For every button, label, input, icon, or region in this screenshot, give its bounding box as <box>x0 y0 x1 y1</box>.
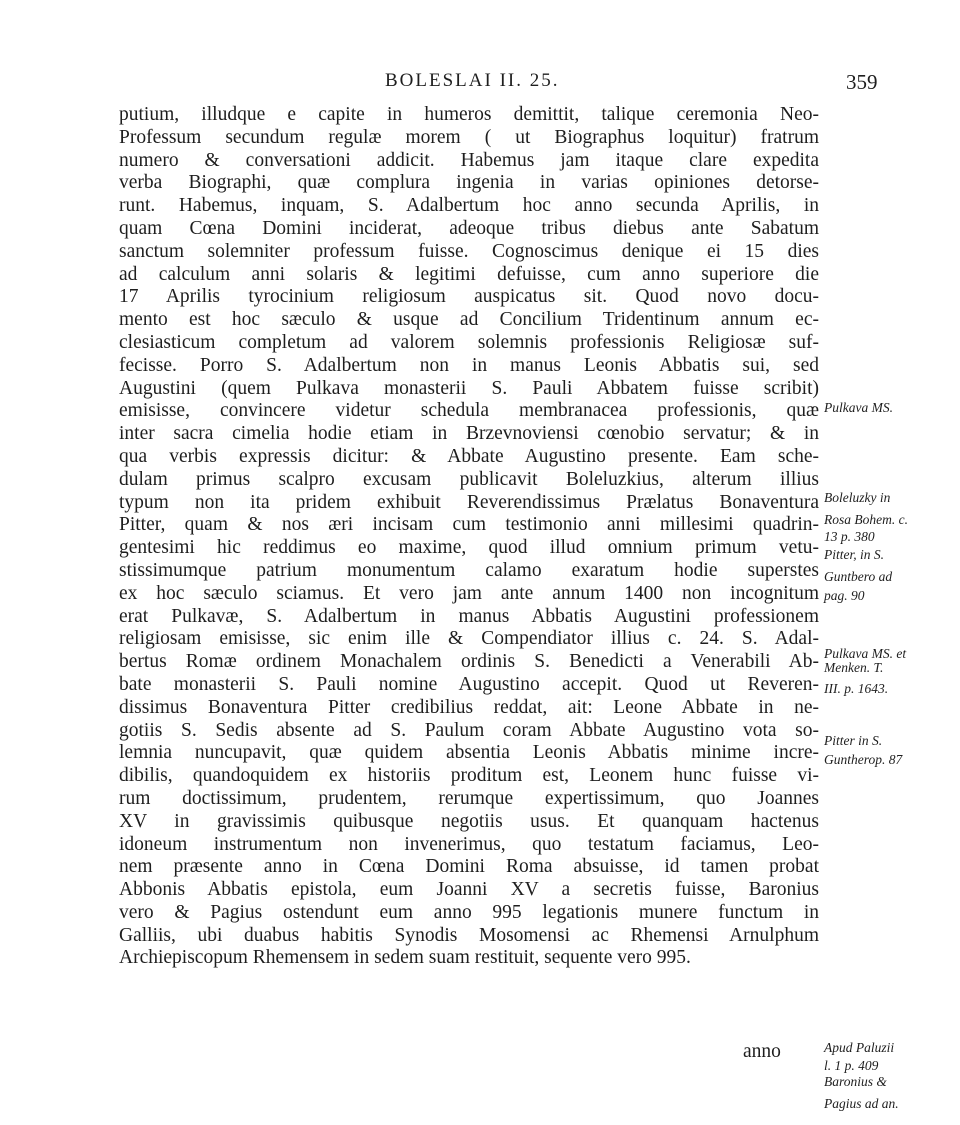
margin-note: Pulkava MS. et <box>824 646 907 661</box>
body-line: emisisse, convincere videtur schedula membranacea professionis, quæ <box>119 400 819 422</box>
page-number: 359 <box>846 70 878 94</box>
body-line: stissimumque patrium monumentum calamo exaratum hodie superstes <box>119 559 819 581</box>
margin-note: Pitter in S. <box>824 733 883 748</box>
body-line: religiosam emisisse, sic enim ille & Compendiator illius c. 24. S. Adal- <box>119 628 819 650</box>
body-line: sanctum solemniter professum fuisse. Cognoscimus denique ei 15 dies <box>119 240 819 262</box>
body-line: bertus Romæ ordinem Monachalem ordinis S. Benedicti a Venerabili Ab- <box>119 651 819 673</box>
margin-note: Apud Paluzii <box>824 1040 895 1055</box>
body-line: verba Biographi, quæ complura ingenia in varias opiniones detorse- <box>119 172 819 194</box>
body-line: erat Pulkavæ, S. Adalbertum in manus Abbatis Augustini professionem <box>119 605 819 627</box>
body-line: nem præsente anno in Cœna Domini Roma absuisse, id tamen probat <box>119 856 819 878</box>
margin-note: Guntbero ad <box>824 569 893 584</box>
margin-note: Boleluzky in <box>824 490 891 505</box>
margin-note: III. p. 1643. <box>824 681 889 696</box>
margin-note: Pitter, in S. <box>824 547 884 562</box>
margin-note: Menken. T. <box>824 660 884 675</box>
body-line: runt. Habemus, inquam, S. Adalbertum hoc anno secunda Aprilis, in <box>119 195 819 217</box>
margin-note: Pulkava MS. <box>824 400 893 415</box>
body-line: Professum secundum regulæ morem ( ut Biographus loquitur) fratrum <box>119 126 819 148</box>
body-line: dulam primus scalpro excusam publicavit Boleluzkius, alterum illius <box>119 468 819 490</box>
body-line: XV in gravissimis quibusque negotiis usus. Et quanquam hactenus <box>119 810 819 832</box>
page-header <box>0 70 960 100</box>
body-line: gentesimi hic reddimus eo maxime, quod illud omnium primum vetu- <box>119 537 819 559</box>
body-line: rum doctissimum, prudentem, rerumque expertissimum, quo Joannes <box>119 787 819 809</box>
body-line: ex hoc sæculo sciamus. Et vero jam ante annum 1400 non incognitum <box>119 582 819 604</box>
catchword: anno <box>743 1041 781 1062</box>
body-line: ad calculum anni solaris & legitimi defuisse, cum anno superiore die <box>119 263 819 285</box>
body-line: Galliis, ubi duabus habitis Synodis Mosomensi ac Rhemensi Arnulphum <box>119 924 819 946</box>
margin-note: l. 1 p. 409 <box>824 1058 879 1073</box>
body-line: lemnia nuncupavit, quæ quidem absentia Leonis Abbatis minime incre- <box>119 742 819 764</box>
body-line: dissimus Bonaventura Pitter credibilius reddat, ait: Leone Abbate in ne- <box>119 696 819 718</box>
margin-note: Guntherop. 87 <box>824 752 903 767</box>
body-line: bate monasterii S. Pauli nomine Augustino accepit. Quod ut Reveren- <box>119 673 819 695</box>
body-line: idoneum instrumentum non invenerimus, quo testatum faciamus, Leo- <box>119 833 819 855</box>
body-line: typum non ita pridem exhibuit Reverendissimus Prælatus Bonaventura <box>119 491 819 513</box>
body-line: quam Cœna Domini inciderat, adeoque tribus diebus ante Sabatum <box>119 217 819 239</box>
body-line: Archiepiscopum Rhemensem in sedem suam restituit, sequente vero 995. <box>119 947 691 969</box>
body-line: vero & Pagius ostendunt eum anno 995 legationis munere functum in <box>119 901 819 923</box>
margin-note: Rosa Bohem. c. <box>824 512 908 527</box>
margin-note: Baronius & <box>824 1074 887 1089</box>
body-line: inter sacra cimelia hodie etiam in Brzevnoviensi cœnobio servatur; & in <box>119 423 819 445</box>
body-line: qua verbis expressis dicitur: & Abbate Augustino presente. Eam sche- <box>119 445 819 467</box>
body-text <box>119 104 819 970</box>
body-line: mento est hoc sæculo & usque ad Concilium Tridentinum annum ec- <box>119 309 819 331</box>
body-line: dibilis, quandoquidem ex historiis proditum est, Leonem hunc fuisse vi- <box>119 765 819 787</box>
body-line: 17 Aprilis tyrocinium religiosum auspicatus sit. Quod novo docu- <box>119 286 819 308</box>
margin-note: Pagius ad an. <box>824 1096 899 1111</box>
margin-note: 13 p. 380 <box>824 529 875 544</box>
body-line: putium, illudque e capite in humeros demittit, talique ceremonia Neo- <box>119 104 819 125</box>
body-line: gotiis S. Sedis absente ad S. Paulum coram Abbate Augustino vota so- <box>119 719 819 741</box>
body-line: Pitter, quam & nos æri incisam cum testimonio anni millesimi quadrin- <box>119 514 819 536</box>
body-line: Abbonis Abbatis epistola, eum Joanni XV a secretis fuisse, Baronius <box>119 879 819 901</box>
margin-note: pag. 90 <box>824 588 865 603</box>
body-line: numero & conversationi addicit. Habemus jam itaque clare expedita <box>119 149 819 171</box>
body-line: Augustini (quem Pulkava monasterii S. Pauli Abbatem fuisse scribit) <box>119 377 819 399</box>
running-head: BOLESLAI II. 25. <box>385 70 560 91</box>
body-line: fecisse. Porro S. Adalbertum non in manus Leonis Abbatis sui, sed <box>119 354 819 376</box>
body-line: clesiasticum completum ad valorem solemnis professionis Religiosæ suf- <box>119 331 819 353</box>
